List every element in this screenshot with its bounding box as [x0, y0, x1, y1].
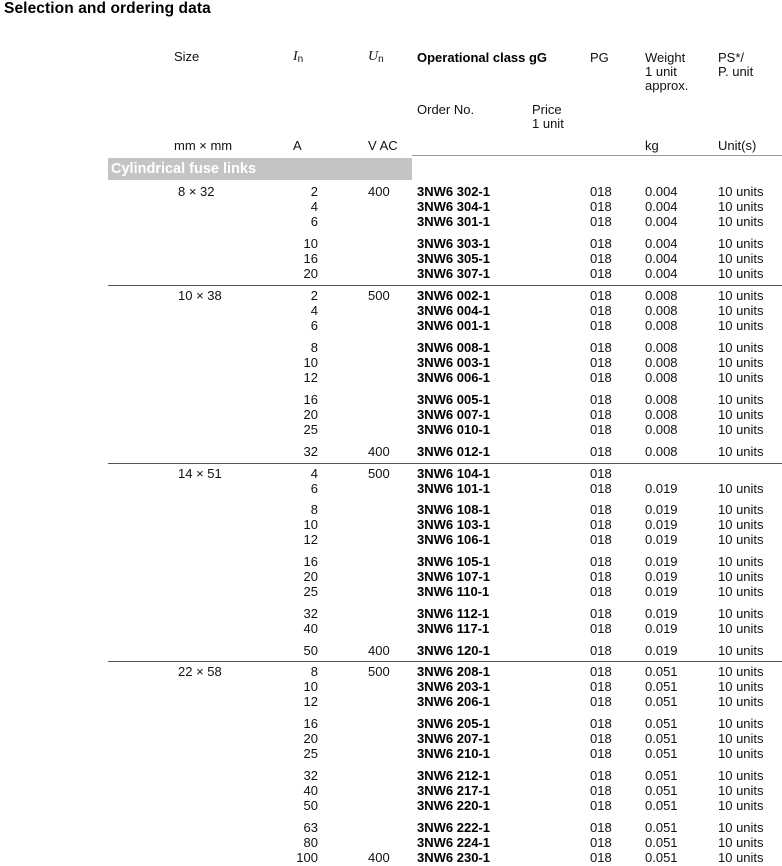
cell-packaging: 10 units — [718, 422, 764, 437]
table-row — [0, 303, 782, 318]
cell-price-group: 018 — [590, 236, 612, 251]
cell-weight: 0.051 — [645, 820, 678, 835]
table-row — [0, 820, 782, 835]
header-rated-current — [293, 50, 303, 67]
cell-rated-current: 25 — [303, 584, 318, 599]
cell-order-no: 3NW6 106-1 — [417, 532, 490, 547]
header-weight: Weight 1 unit approx. — [645, 50, 689, 93]
cell-rated-current: 80 — [303, 835, 318, 850]
table-row — [0, 236, 782, 251]
cell-packaging: 10 units — [718, 236, 764, 251]
cell-weight: 0.051 — [645, 768, 678, 783]
cell-packaging: 10 units — [718, 444, 764, 459]
cell-rated-current: 16 — [303, 716, 318, 731]
cell-rated-current: 8 — [310, 664, 318, 679]
cell-price-group: 018 — [590, 820, 612, 835]
table-row — [0, 251, 782, 266]
cell-price-group: 018 — [590, 517, 612, 532]
cell-rated-current: 32 — [303, 444, 318, 459]
cell-weight: 0.004 — [645, 251, 678, 266]
cell-rated-current: 4 — [310, 303, 318, 318]
cell-packaging: 10 units — [718, 502, 764, 517]
cell-packaging: 10 units — [718, 835, 764, 850]
cell-weight: 0.019 — [645, 502, 678, 517]
cell-price-group: 018 — [590, 502, 612, 517]
cell-rated-voltage: 400 — [368, 850, 390, 865]
cell-packaging: 10 units — [718, 288, 764, 303]
cell-weight: 0.051 — [645, 835, 678, 850]
cell-packaging: 10 units — [718, 199, 764, 214]
cell-packaging: 10 units — [718, 679, 764, 694]
cell-packaging: 10 units — [718, 716, 764, 731]
cell-rated-current: 10 — [303, 517, 318, 532]
cell-rated-current: 12 — [303, 370, 318, 385]
cell-rated-current: 50 — [303, 643, 318, 658]
cell-rated-current: 16 — [303, 251, 318, 266]
cell-weight: 0.008 — [645, 340, 678, 355]
cell-packaging: 10 units — [718, 606, 764, 621]
cell-packaging: 10 units — [718, 340, 764, 355]
header-un-symbol: U — [368, 49, 379, 64]
cell-price-group: 018 — [590, 621, 612, 636]
cell-order-no: 3NW6 012-1 — [417, 444, 490, 459]
header-price: Price 1 unit — [532, 102, 564, 131]
cell-order-no: 3NW6 008-1 — [417, 340, 490, 355]
cell-weight: 0.019 — [645, 481, 678, 496]
table-row — [0, 407, 782, 422]
cell-packaging: 10 units — [718, 184, 764, 199]
cell-rated-current: 16 — [303, 554, 318, 569]
cell-packaging: 10 units — [718, 664, 764, 679]
table-row — [0, 664, 782, 679]
cell-rated-current: 10 — [303, 355, 318, 370]
cell-order-no: 3NW6 208-1 — [417, 664, 490, 679]
cell-rated-current: 20 — [303, 731, 318, 746]
cell-rated-current: 100 — [296, 850, 318, 865]
cell-weight: 0.019 — [645, 643, 678, 658]
cell-price-group: 018 — [590, 606, 612, 621]
cell-rated-current: 6 — [310, 481, 318, 496]
cell-packaging: 10 units — [718, 481, 764, 496]
table-row — [0, 850, 782, 865]
table-row — [0, 584, 782, 599]
cell-size: 14 × 51 — [178, 466, 222, 481]
group-divider — [108, 463, 782, 464]
cell-rated-current: 8 — [310, 502, 318, 517]
cell-order-no: 3NW6 006-1 — [417, 370, 490, 385]
table-row — [0, 746, 782, 761]
cell-packaging: 10 units — [718, 820, 764, 835]
table-row — [0, 502, 782, 517]
group-divider — [108, 285, 782, 286]
cell-price-group: 018 — [590, 731, 612, 746]
cell-weight: 0.008 — [645, 444, 678, 459]
header-in-symbol: I — [293, 49, 298, 64]
page-title: Selection and ordering data — [4, 0, 211, 17]
header-size: Size — [174, 49, 200, 64]
cell-weight: 0.019 — [645, 606, 678, 621]
cell-weight: 0.019 — [645, 554, 678, 569]
cell-weight: 0.051 — [645, 850, 678, 865]
table-row — [0, 835, 782, 850]
cell-weight: 0.051 — [645, 664, 678, 679]
cell-weight: 0.008 — [645, 288, 678, 303]
cell-price-group: 018 — [590, 746, 612, 761]
cell-packaging: 10 units — [718, 569, 764, 584]
cell-order-no: 3NW6 305-1 — [417, 251, 490, 266]
cell-packaging: 10 units — [718, 318, 764, 333]
cell-price-group: 018 — [590, 251, 612, 266]
table-row — [0, 340, 782, 355]
table-row — [0, 318, 782, 333]
cell-rated-current: 40 — [303, 783, 318, 798]
cell-price-group: 018 — [590, 798, 612, 813]
unit-weight: kg — [645, 138, 659, 153]
cell-rated-current: 10 — [303, 236, 318, 251]
cell-weight: 0.004 — [645, 199, 678, 214]
cell-weight: 0.051 — [645, 746, 678, 761]
cell-order-no: 3NW6 001-1 — [417, 318, 490, 333]
cell-price-group: 018 — [590, 679, 612, 694]
cell-order-no: 3NW6 104-1 — [417, 466, 490, 481]
table-row — [0, 606, 782, 621]
cell-order-no: 3NW6 003-1 — [417, 355, 490, 370]
cell-rated-current: 63 — [303, 820, 318, 835]
cell-weight: 0.051 — [645, 694, 678, 709]
cell-weight: 0.008 — [645, 422, 678, 437]
unit-voltage: V AC — [368, 138, 398, 153]
table-row — [0, 422, 782, 437]
cell-price-group: 018 — [590, 340, 612, 355]
cell-order-no: 3NW6 004-1 — [417, 303, 490, 318]
cell-weight: 0.004 — [645, 214, 678, 229]
cell-packaging: 10 units — [718, 532, 764, 547]
cell-order-no: 3NW6 303-1 — [417, 236, 490, 251]
cell-packaging: 10 units — [718, 850, 764, 865]
cell-rated-current: 6 — [310, 214, 318, 229]
cell-order-no: 3NW6 217-1 — [417, 783, 490, 798]
table-row — [0, 554, 782, 569]
cell-order-no: 3NW6 005-1 — [417, 392, 490, 407]
cell-price-group: 018 — [590, 783, 612, 798]
cell-rated-current: 10 — [303, 679, 318, 694]
table-row — [0, 466, 782, 481]
cell-price-group: 018 — [590, 392, 612, 407]
cell-rated-current: 6 — [310, 318, 318, 333]
cell-packaging: 10 units — [718, 621, 764, 636]
cell-rated-current: 8 — [310, 340, 318, 355]
cell-weight: 0.004 — [645, 236, 678, 251]
cell-weight: 0.008 — [645, 370, 678, 385]
cell-packaging: 10 units — [718, 392, 764, 407]
cell-rated-current: 32 — [303, 768, 318, 783]
cell-rated-current: 25 — [303, 422, 318, 437]
cell-rated-voltage: 400 — [368, 184, 390, 199]
cell-rated-current: 50 — [303, 798, 318, 813]
cell-order-no: 3NW6 205-1 — [417, 716, 490, 731]
cell-price-group: 018 — [590, 569, 612, 584]
unit-current: A — [293, 138, 302, 153]
table-row — [0, 768, 782, 783]
cell-price-group: 018 — [590, 584, 612, 599]
cell-packaging: 10 units — [718, 584, 764, 599]
cell-order-no: 3NW6 206-1 — [417, 694, 490, 709]
table-row — [0, 444, 782, 459]
cell-weight: 0.051 — [645, 731, 678, 746]
cell-rated-voltage: 500 — [368, 466, 390, 481]
cell-packaging: 10 units — [718, 554, 764, 569]
header-operational-class: Operational class gG — [417, 50, 548, 65]
cell-packaging: 10 units — [718, 355, 764, 370]
cell-rated-current: 2 — [310, 184, 318, 199]
cell-order-no: 3NW6 007-1 — [417, 407, 490, 422]
cell-rated-current: 4 — [310, 199, 318, 214]
cell-price-group: 018 — [590, 643, 612, 658]
cell-rated-voltage: 500 — [368, 288, 390, 303]
cell-weight: 0.051 — [645, 716, 678, 731]
cell-weight: 0.008 — [645, 303, 678, 318]
cell-price-group: 018 — [590, 199, 612, 214]
cell-packaging: 10 units — [718, 694, 764, 709]
header-pg: PG — [590, 50, 609, 65]
table-row — [0, 214, 782, 229]
cell-rated-current: 25 — [303, 746, 318, 761]
cell-weight: 0.019 — [645, 584, 678, 599]
cell-price-group: 018 — [590, 532, 612, 547]
table-row — [0, 517, 782, 532]
cell-price-group: 018 — [590, 444, 612, 459]
cell-order-no: 3NW6 105-1 — [417, 554, 490, 569]
cell-price-group: 018 — [590, 214, 612, 229]
cell-weight: 0.019 — [645, 621, 678, 636]
cell-weight: 0.008 — [645, 318, 678, 333]
header-ps: PS*/ P. unit — [718, 50, 754, 79]
cell-order-no: 3NW6 220-1 — [417, 798, 490, 813]
cell-price-group: 018 — [590, 318, 612, 333]
cell-price-group: 018 — [590, 355, 612, 370]
cell-packaging: 10 units — [718, 370, 764, 385]
table-row — [0, 199, 782, 214]
table-row — [0, 266, 782, 281]
cell-rated-current: 16 — [303, 392, 318, 407]
table-row — [0, 184, 782, 199]
cell-size: 10 × 38 — [178, 288, 222, 303]
cell-price-group: 018 — [590, 303, 612, 318]
cell-price-group: 018 — [590, 768, 612, 783]
cell-rated-voltage: 500 — [368, 664, 390, 679]
cell-price-group: 018 — [590, 716, 612, 731]
cell-rated-current: 20 — [303, 266, 318, 281]
cell-packaging: 10 units — [718, 251, 764, 266]
cell-rated-current: 4 — [310, 466, 318, 481]
cell-rated-current: 12 — [303, 694, 318, 709]
unit-size: mm × mm — [174, 138, 233, 153]
cell-size: 22 × 58 — [178, 664, 222, 679]
cell-order-no: 3NW6 301-1 — [417, 214, 490, 229]
cell-weight: 0.051 — [645, 798, 678, 813]
cell-weight: 0.008 — [645, 407, 678, 422]
table-row — [0, 392, 782, 407]
cell-weight: 0.019 — [645, 532, 678, 547]
cell-price-group: 018 — [590, 370, 612, 385]
cell-rated-current: 32 — [303, 606, 318, 621]
header-in-subscript: n — [297, 54, 304, 65]
cell-weight: 0.008 — [645, 355, 678, 370]
table-row — [0, 355, 782, 370]
table-row — [0, 481, 782, 496]
cell-packaging: 10 units — [718, 266, 764, 281]
cell-weight: 0.008 — [645, 392, 678, 407]
cell-rated-current: 12 — [303, 532, 318, 547]
table-row — [0, 288, 782, 303]
table-row — [0, 783, 782, 798]
cell-packaging: 10 units — [718, 643, 764, 658]
cell-price-group: 018 — [590, 554, 612, 569]
cell-order-no: 3NW6 110-1 — [417, 584, 490, 599]
cell-rated-current: 20 — [303, 407, 318, 422]
cell-packaging: 10 units — [718, 746, 764, 761]
table-row — [0, 716, 782, 731]
cell-order-no: 3NW6 222-1 — [417, 820, 490, 835]
cell-packaging: 10 units — [718, 783, 764, 798]
cell-price-group: 018 — [590, 466, 612, 481]
cell-packaging: 10 units — [718, 768, 764, 783]
cell-weight: 0.019 — [645, 517, 678, 532]
table-row — [0, 694, 782, 709]
cell-weight: 0.051 — [645, 679, 678, 694]
table-row — [0, 621, 782, 636]
cell-price-group: 018 — [590, 664, 612, 679]
header-divider — [412, 155, 782, 156]
cell-price-group: 018 — [590, 481, 612, 496]
cell-order-no: 3NW6 108-1 — [417, 502, 490, 517]
cell-order-no: 3NW6 010-1 — [417, 422, 490, 437]
header-un-subscript: n — [378, 54, 384, 65]
table-row — [0, 679, 782, 694]
cell-order-no: 3NW6 224-1 — [417, 835, 490, 850]
cell-order-no: 3NW6 304-1 — [417, 199, 490, 214]
table-row — [0, 643, 782, 658]
cell-packaging: 10 units — [718, 517, 764, 532]
cell-price-group: 018 — [590, 422, 612, 437]
cell-rated-current: 40 — [303, 621, 318, 636]
cell-rated-voltage: 400 — [368, 444, 390, 459]
cell-order-no: 3NW6 112-1 — [417, 606, 490, 621]
cell-packaging: 10 units — [718, 798, 764, 813]
cell-packaging: 10 units — [718, 303, 764, 318]
cell-order-no: 3NW6 002-1 — [417, 288, 490, 303]
cell-size: 8 × 32 — [178, 184, 215, 199]
group-divider — [108, 661, 782, 662]
unit-packaging: Unit(s) — [718, 138, 757, 153]
cell-weight: 0.051 — [645, 783, 678, 798]
cell-order-no: 3NW6 120-1 — [417, 643, 490, 658]
cell-rated-current: 20 — [303, 569, 318, 584]
cell-price-group: 018 — [590, 694, 612, 709]
section-header-cylindrical-fuse-links: Cylindrical fuse links — [108, 158, 412, 180]
table-row — [0, 370, 782, 385]
cell-weight: 0.004 — [645, 184, 678, 199]
cell-price-group: 018 — [590, 850, 612, 865]
cell-order-no: 3NW6 210-1 — [417, 746, 490, 761]
cell-order-no: 3NW6 302-1 — [417, 184, 490, 199]
table-row — [0, 798, 782, 813]
cell-order-no: 3NW6 103-1 — [417, 517, 490, 532]
header-rated-voltage — [368, 50, 384, 67]
cell-packaging: 10 units — [718, 731, 764, 746]
cell-weight: 0.019 — [645, 569, 678, 584]
header-order-no: Order No. — [417, 102, 475, 117]
cell-price-group: 018 — [590, 835, 612, 850]
cell-price-group: 018 — [590, 407, 612, 422]
cell-order-no: 3NW6 207-1 — [417, 731, 490, 746]
cell-weight: 0.004 — [645, 266, 678, 281]
cell-packaging: 10 units — [718, 407, 764, 422]
cell-order-no: 3NW6 101-1 — [417, 481, 490, 496]
table-row — [0, 569, 782, 584]
cell-order-no: 3NW6 212-1 — [417, 768, 490, 783]
cell-order-no: 3NW6 107-1 — [417, 569, 490, 584]
cell-price-group: 018 — [590, 184, 612, 199]
cell-order-no: 3NW6 307-1 — [417, 266, 490, 281]
table-row — [0, 532, 782, 547]
cell-rated-voltage: 400 — [368, 643, 390, 658]
cell-order-no: 3NW6 117-1 — [417, 621, 490, 636]
cell-price-group: 018 — [590, 266, 612, 281]
cell-order-no: 3NW6 230-1 — [417, 850, 490, 865]
table-row — [0, 731, 782, 746]
cell-packaging: 10 units — [718, 214, 764, 229]
cell-price-group: 018 — [590, 288, 612, 303]
cell-order-no: 3NW6 203-1 — [417, 679, 490, 694]
cell-rated-current: 2 — [310, 288, 318, 303]
